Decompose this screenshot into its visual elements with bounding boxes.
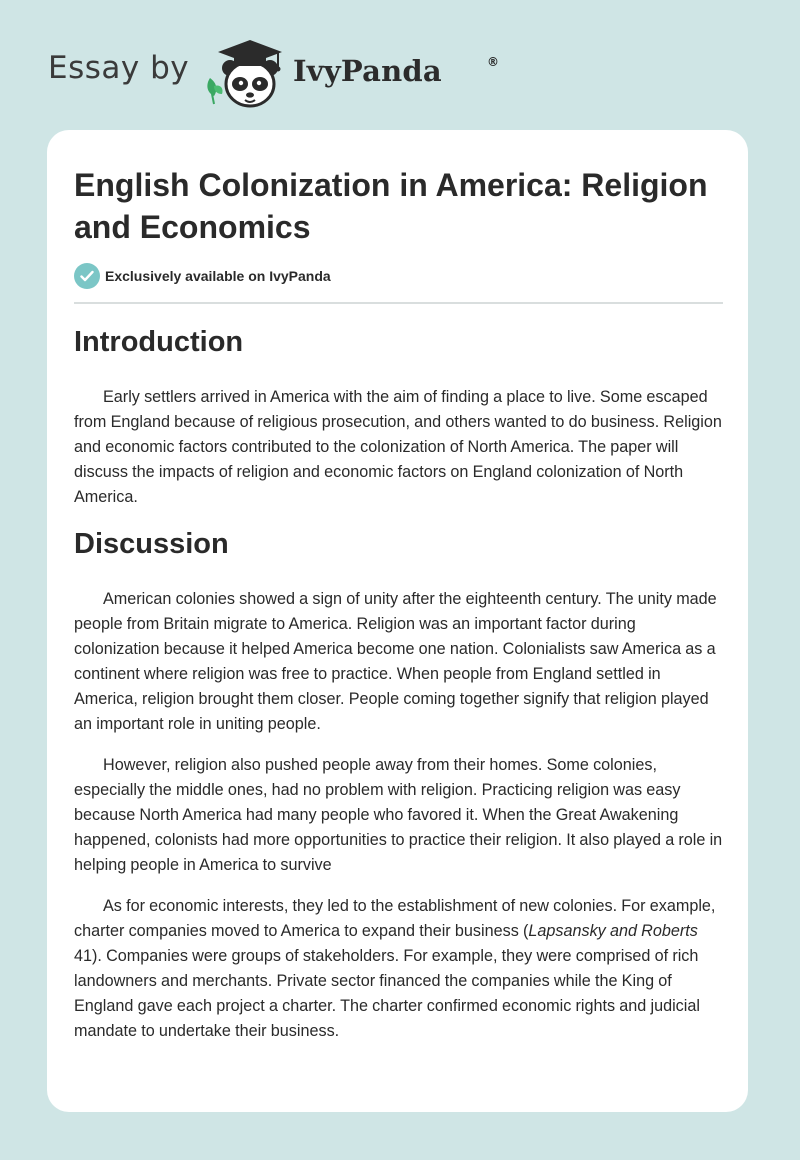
registered-mark: ® [487,55,499,69]
paragraph-text: As for economic interests, they led to the establishment of new colonies. For example, charter companies moved to America to expand their business ( [74,897,716,940]
paragraph: American colonies showed a sign of unity after the eighteenth century. The unity made people from Britain migrate to America. Religion was an important factor during colonization because it helped America become one nation. Colonialists saw America as a continent where religion was free to practice. When people from England settled in America, religion brought them closer. People coming together signify that religion played an important role in uniting people. [74,590,717,733]
brand-name: IvyPanda [293,54,442,88]
essay-card [47,130,748,1112]
citation-authors: Lapsansky and Roberts [528,922,698,940]
paragraph: Early settlers arrived in America with the aim of finding a place to live. Some escaped from England because of religious prosecution, and others wanted to do business. Religion and economic factors contributed to the colonization of North America. The paper will discuss the impacts of religion and economic factors on England colonization of North America. [74,388,722,506]
section-heading-introduction: Introduction [74,326,244,358]
paragraph: However, religion also pushed people away from their homes. Some colonies, especially the middle ones, had no problem with religion. Practicing religion was easy because North America had many people who favored it. When the Great Awakening happened, colonists had more opportunities to practice their religion. It also played a role in helping people in America to survive [74,756,723,874]
divider [74,302,723,304]
check-circle-icon [74,263,100,289]
exclusive-badge-text: Exclusively available on IvyPanda [105,268,331,284]
page-title: English Colonization in America: Religion and Economics [74,167,708,245]
section-heading-discussion: Discussion [74,528,229,560]
brand-prefix: Essay by [48,50,190,86]
brand-header [48,34,499,114]
paragraph [74,894,724,1044]
panda-graduate-icon [200,34,300,114]
paragraph-text: 41). Companies were groups of stakeholders. For example, they were comprised of rich landowners and merchants. Private sector financed the companies while the King of England gave each project a charter. The charter confirmed economic rights and judicial mandate to undertake their business. [74,947,700,1040]
